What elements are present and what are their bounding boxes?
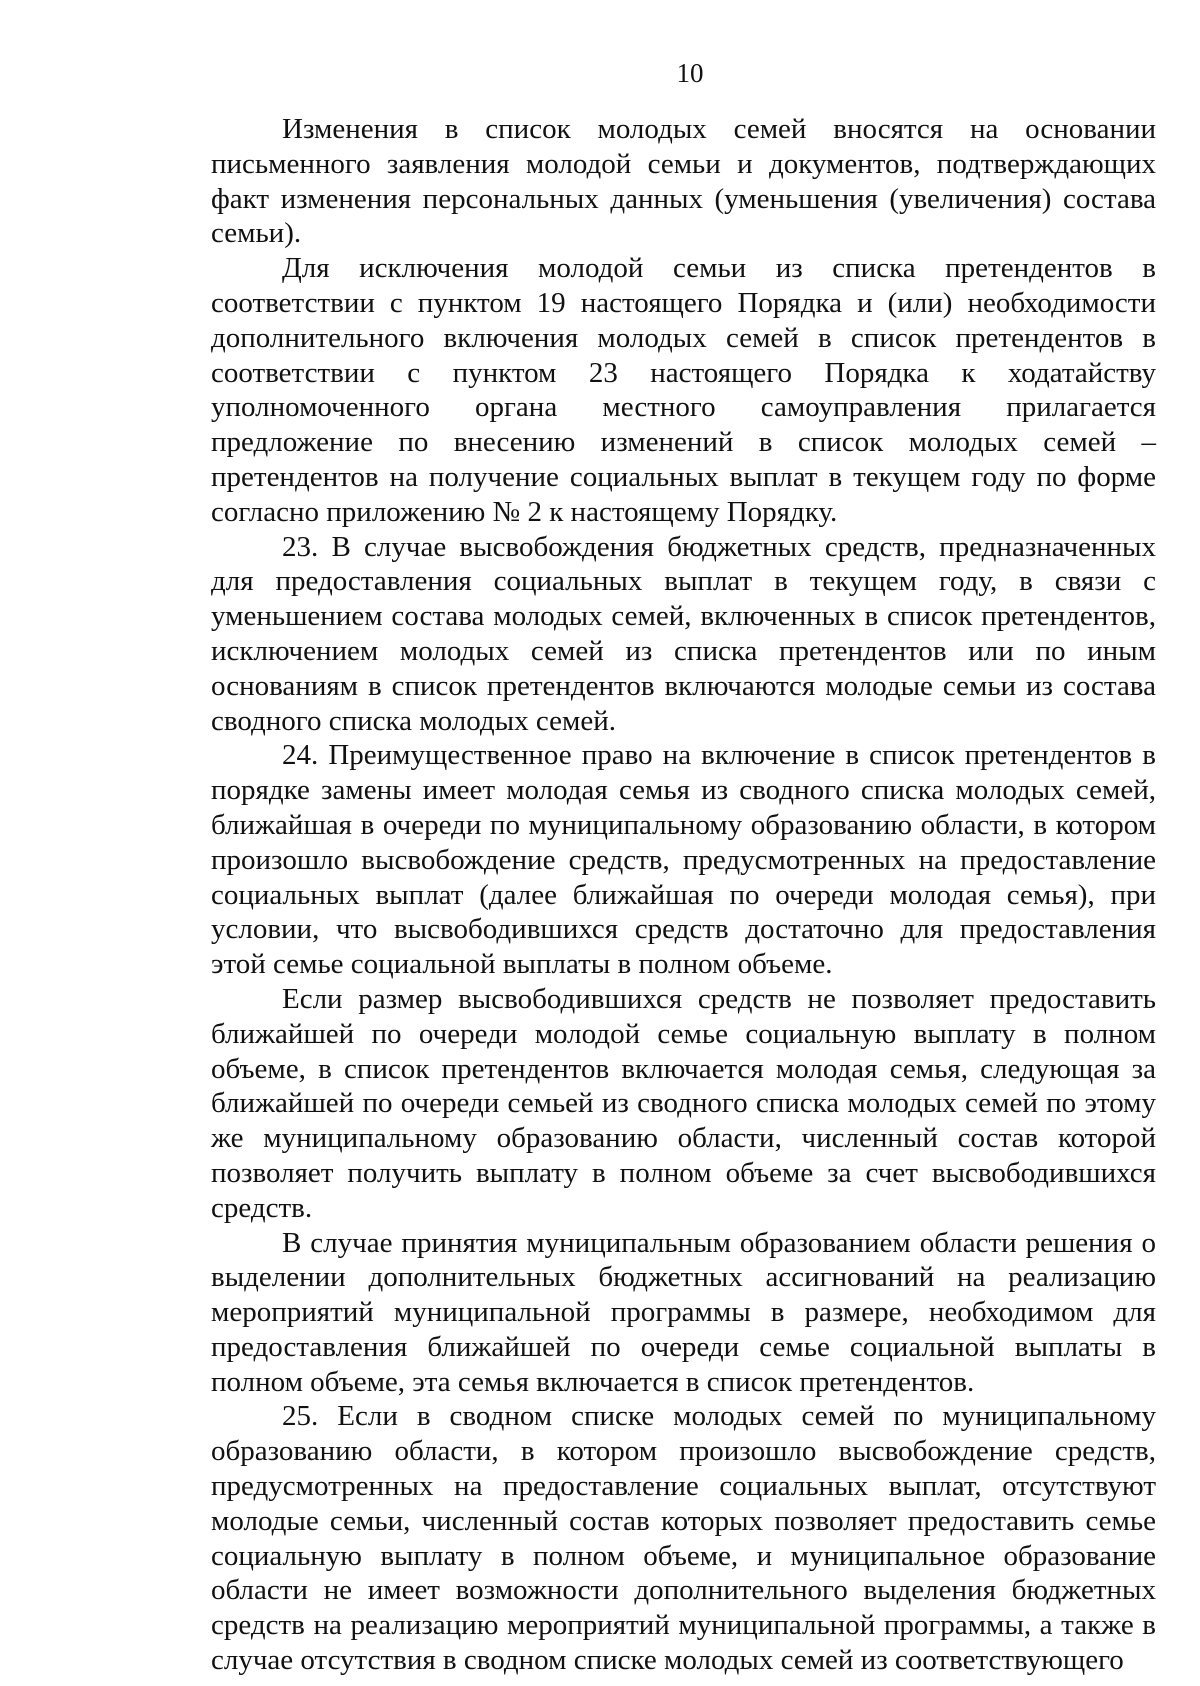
document-body [211, 112, 1156, 1678]
paragraph-list-changes: Изменения в список молодых семей вносятся на основании письменного заявления молодой семьи и документов, подтверждающих факт изменения персональных данных (уменьшения (увеличения) состава семьи). [211, 113, 1156, 250]
paragraph-exclusion-procedure: Для исключения молодой семьи из списка претендентов в соответствии с пунктом 19 настоящего Порядка и (или) необходимости дополнительного включения молодых семей в список претендентов в соответствии с пунктом 23 настоящего Порядка к ходатайству уполномоченного органа местного самоуправления прилагается предложение по внесению изменений в список молодых семей – претендентов на получение социальных выплат в текущем году по форме согласно приложению № 2 к настоящему Порядку. [211, 252, 1156, 528]
paragraph-clause-25: 25. Если в сводном списке молодых семей по муниципальному образованию области, в котором произошло высвобождение средств, предусмотренных на предоставление социальных выплат, отсутствуют молодые семьи, численный состав которых позволяет предоставить семье социальную выплату в полном объеме, и муниципальное образование области не имеет возможности дополнительного выделения бюджетных средств на реализацию мероприятий муниципальной программы, а также в случае отсутствия в сводном списке молодых семей из соответствующего [211, 1400, 1156, 1677]
page-number: 10 [676, 58, 704, 88]
paragraph-clause-23: 23. В случае высвобождения бюджетных средств, предназначенных для предоставления социальных выплат в текущем году, в связи с уменьшением состава молодых семей, включенных в список претендентов, исключением молодых семей из списка претендентов или по иным основаниям в список претендентов включаются молодые семьи из состава сводного списка молодых семей. [211, 530, 1156, 737]
paragraph-clause-24: 24. Преимущественное право на включение в список претендентов в порядке замены имеет молодая семья из сводного списка молодых семей, ближайшая в очереди по муниципальному образованию области, в котором произошло высвобождение средств, предусмотренных на предоставление социальных выплат (далее ближайшая по очереди молодая семья), при условии, что высвободившихся средств достаточно для предоставления этой семье социальной выплаты в полном объеме. [211, 739, 1156, 981]
paragraph-insufficient-funds: Если размер высвободившихся средств не позволяет предоставить ближайшей по очереди молодой семье социальную выплату в полном объеме, в список претендентов включается молодая семья, следующая за ближайшей по очереди семьей из сводного списка молодых семей по этому же муниципальному образованию области, численный состав которой позволяет получить выплату в полном объеме за счет высвободившихся средств. [211, 982, 1156, 1224]
paragraph-additional-allocation: В случае принятия муниципальным образованием области решения о выделении дополнительных бюджетных ассигнований на реализацию мероприятий муниципальной программы в размере, необходимом для предоставления ближайшей по очереди семье социальной выплаты в полном объеме, эта семья включается в список претендентов. [211, 1226, 1156, 1398]
